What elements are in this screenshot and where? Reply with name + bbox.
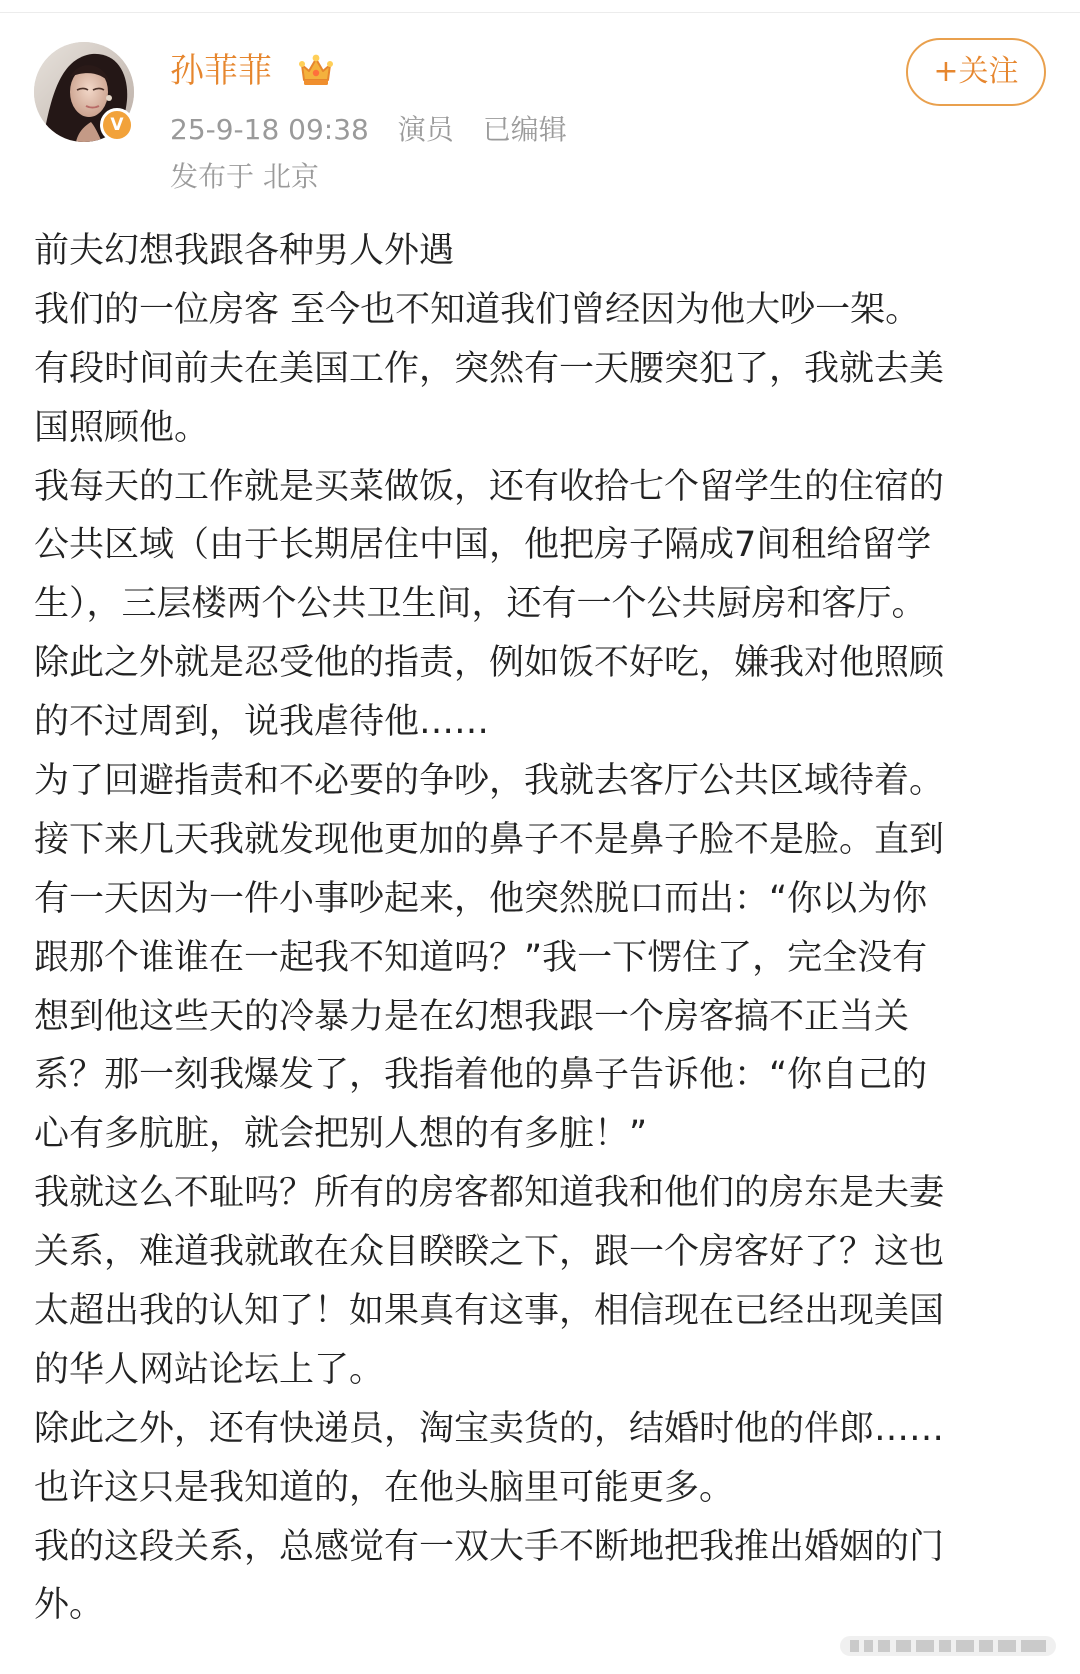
content-line: 也许这只是我知道的，在他头脑里可能更多。 [34,1467,735,1508]
verified-badge-icon: V [100,108,134,142]
watermark-icon [838,1632,1058,1660]
content-line: 系？那一刻我爆发了，我指着他的鼻子告诉他：“你自己的 [34,1055,928,1096]
content-line: 有段时间前夫在美国工作，突然有一天腰突犯了，我就去美 [34,348,945,389]
content-line: 心有多肮脏，就会把别人想的有多脏！” [34,1114,648,1155]
author-avatar-container[interactable] [34,42,134,142]
content-line: 除此之外就是忍受他的指责，例如饭不好吃，嫌我对他照顾 [34,643,945,684]
content-line: 的华人网站论坛上了。 [34,1349,385,1390]
content-line: 有一天因为一件小事吵起来，他突然脱口而出：“你以为你 [34,878,928,919]
post-timestamp: 25-9-18 09:38 [170,113,369,146]
content-line: 前夫幻想我跟各种男人外遇 [34,231,455,271]
content-line: 跟那个谁谁在一起我不知道吗？”我一下愣住了，完全没有 [34,937,928,978]
post-header [0,0,1080,200]
post-location: 发布于 北京 [170,160,319,193]
author-role: 演员 [397,113,454,146]
content-line: 外。 [34,1585,105,1626]
content-line: 我就这么不耻吗？所有的房客都知道我和他们的房东是夫妻 [34,1173,945,1214]
content-line: 公共区域（由于长期居住中国，他把房子隔成7间租给留学 [34,525,932,566]
post-meta [170,111,587,149]
content-line: 想到他这些天的冷暴力是在幻想我跟一个房客搞不正当关 [34,996,910,1037]
content-line: 关系，难道我就敢在众目睽睽之下，跟一个房客好了？这也 [34,1232,945,1273]
post-content [34,222,1050,1635]
content-line: 除此之外，还有快递员，淘宝卖货的，结婚时他的伴郎…… [34,1408,945,1449]
content-line: 我们的一位房客 至今也不知道我们曾经因为他大吵一架。 [34,289,921,330]
author-name[interactable]: 孙菲菲 [170,51,272,91]
crown-icon [296,51,336,89]
follow-button[interactable]: +关注 [906,38,1046,106]
content-line: 太超出我的认知了！如果真有这事，相信现在已经出现美国 [34,1291,945,1332]
edited-status: 已编辑 [482,113,567,146]
content-line: 为了回避指责和不必要的争吵，我就去客厅公共区域待着。 [34,761,945,802]
content-line: 国照顾他。 [34,407,210,448]
content-line: 接下来几天我就发现他更加的鼻子不是鼻子脸不是脸。直到 [34,819,945,860]
content-line: 的不过周到，说我虐待他…… [34,702,490,743]
content-line: 我的这段关系，总感觉有一双大手不断地把我推出婚姻的门 [34,1526,945,1567]
content-line: 生），三层楼两个公共卫生间，还有一个公共厨房和客厅。 [34,584,927,625]
content-line: 我每天的工作就是买菜做饭，还有收拾七个留学生的住宿的 [34,466,945,507]
